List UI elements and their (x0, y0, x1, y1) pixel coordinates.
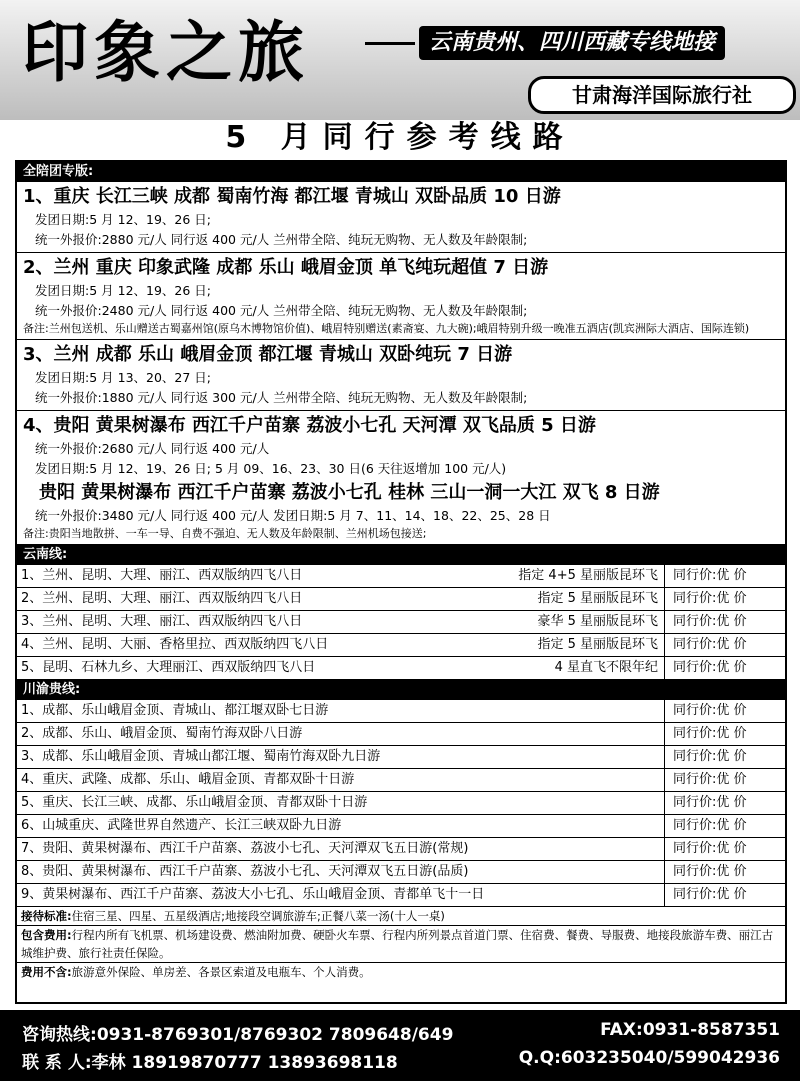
tour-price: 统一外报价:2880 元/人 同行返 400 元/人 兰州带全陪、纯玩无购物、无人数及年龄限制; (35, 232, 528, 247)
route-price: 同行价:优 价 (664, 611, 785, 633)
route-price: 同行价:优 价 (664, 861, 785, 883)
banner-dash (365, 42, 415, 45)
route-price: 同行价:优 价 (664, 838, 785, 860)
section-yunnan: 云南线: (17, 545, 785, 565)
includes-label: 包含费用: (21, 928, 72, 942)
agency-name: 甘肃海洋国际旅行社 (528, 76, 796, 114)
qq: Q.Q:603235040/599042936 (518, 1048, 780, 1068)
section-chuanyu: 川渝贵线: (17, 680, 785, 700)
tour-dates: 发团日期:5 月 12、19、26 日; (35, 212, 212, 227)
excludes-text: 旅游意外保险、单房差、各景区索道及电瓶车、个人消费。 (71, 965, 371, 979)
route-name: 3、兰州、昆明、大理、丽江、西双版纳四飞八日 (21, 614, 303, 629)
tour-note: 备注:贵阳当地散拼、一车一导、自费不强迫、无人数及年龄限制、兰州机场包接送; (23, 527, 427, 540)
tour-title: 2、兰州 重庆 印象武隆 成都 乐山 峨眉金顶 单飞纯玩超值 7 日游 (23, 257, 549, 278)
contact: 联 系 人:李林 18919870777 13893698118 (22, 1053, 398, 1073)
excludes-standard (17, 963, 785, 981)
route-name: 5、重庆、长江三峡、成都、乐山峨眉金顶、青都双卧十日游 (21, 795, 368, 810)
chuanyu-list (17, 700, 785, 907)
table-row (17, 769, 785, 792)
route-price: 同行价:优 价 (664, 884, 785, 906)
table-row (17, 838, 785, 861)
tour-price-extended: 统一外报价:3480 元/人 同行返 400 元/人 发团日期:5 月 7、11、14、18、22、25、28 日 (35, 508, 551, 523)
subtitle-banner (365, 26, 785, 60)
route-name: 2、成都、乐山、峨眉金顶、蜀南竹海双卧八日游 (21, 726, 303, 741)
tour-3 (17, 340, 785, 411)
footer (0, 1010, 800, 1081)
route-price: 同行价:优 价 (664, 657, 785, 679)
route-name: 9、黄果树瀑布、西江千户苗寨、荔波大小七孔、乐山峨眉金顶、青都单飞十一日 (21, 887, 485, 902)
table-row (17, 815, 785, 838)
tour-note: 备注:兰州包送机、乐山赠送古蜀嘉州馆(原乌木博物馆价值)、峨眉特别赠送(素斋宴、九大碗);峨眉特别升级一晚准五酒店(凯宾洲际大酒店、国际连锁) (23, 322, 750, 335)
excludes-label: 费用不含: (21, 965, 72, 979)
subtitle: 云南贵州、四川西藏专线地接 (419, 26, 725, 60)
tour-dates: 发团日期:5 月 12、19、26 日; 5 月 09、16、23、30 日(6 天往返增加 100 元/人) (35, 461, 507, 476)
tour-price: 统一外报价:2480 元/人 同行返 400 元/人 兰州带全陪、纯玩无购物、无人数及年龄限制; (35, 303, 528, 318)
route-price: 同行价:优 价 (664, 769, 785, 791)
header (0, 0, 800, 155)
table-row (17, 861, 785, 884)
tour-title: 3、兰州 成都 乐山 峨眉金顶 都江堰 青城山 双卧纯玩 7 日游 (23, 344, 513, 365)
route-name: 4、兰州、昆明、大丽、香格里拉、西双版纳四飞八日 (21, 637, 329, 652)
tour-1 (17, 182, 785, 253)
table-row (17, 565, 785, 588)
tour-title-extended: 贵阳 黄果树瀑布 西江千户苗寨 荔波小七孔 桂林 三山一洞一大江 双飞 8 日游 (39, 482, 660, 503)
route-flight: 指定 5 星丽版昆环飞 (537, 637, 658, 652)
route-price: 同行价:优 价 (664, 746, 785, 768)
route-name: 1、兰州、昆明、大理、丽江、西双版纳四飞八日 (21, 568, 303, 583)
includes-text: 行程内所有飞机票、机场建设费、燃油附加费、硬卧火车票、行程内所列景点首道门票、住宿费、餐费、导服费、地接段旅游车费、丽江古城维护费、旅行社责任保险。 (21, 928, 774, 960)
route-name: 5、昆明、石林九乡、大理丽江、西双版纳四飞八日 (21, 660, 316, 675)
tour-title: 4、贵阳 黄果树瀑布 西江千户苗寨 荔波小七孔 天河潭 双飞品质 5 日游 (23, 415, 596, 436)
route-name: 7、贵阳、黄果树瀑布、西江千户苗寨、荔波小七孔、天河潭双飞五日游(常规) (21, 841, 469, 856)
yunnan-list (17, 565, 785, 680)
table-row (17, 746, 785, 769)
table-row (17, 634, 785, 657)
route-flight: 豪华 5 星丽版昆环飞 (537, 614, 658, 629)
route-name: 8、贵阳、黄果树瀑布、西江千户苗寨、荔波小七孔、天河潭双飞五日游(品质) (21, 864, 469, 879)
route-flight: 指定 4+5 星丽版昆环飞 (518, 568, 658, 583)
route-price: 同行价:优 价 (664, 723, 785, 745)
route-flight: 4 星直飞不限年纪 (554, 660, 658, 675)
tour-2 (17, 253, 785, 340)
table-row (17, 611, 785, 634)
fax: FAX:0931-8587351 (600, 1020, 780, 1040)
route-flight: 指定 5 星丽版昆环飞 (537, 591, 658, 606)
route-name: 2、兰州、昆明、大理、丽江、西双版纳四飞八日 (21, 591, 303, 606)
tour-title: 1、重庆 长江三峡 成都 蜀南竹海 都江堰 青城山 双卧品质 10 日游 (23, 186, 561, 207)
route-name: 3、成都、乐山峨眉金顶、青城山都江堰、蜀南竹海双卧九日游 (21, 749, 381, 764)
hotline: 咨询热线:0931-8769301/8769302 7809648/649 (22, 1025, 454, 1045)
tour-dates: 发团日期:5 月 12、19、26 日; (35, 283, 212, 298)
main-title: 印象之旅 (22, 14, 310, 91)
reception-standard (17, 907, 785, 926)
route-heading: 5 月同行参考线路 (225, 120, 575, 155)
reception-label: 接待标准: (21, 909, 72, 923)
route-name: 4、重庆、武隆、成都、乐山、峨眉金顶、青都双卧十日游 (21, 772, 355, 787)
table-row (17, 723, 785, 746)
includes-standard (17, 926, 785, 963)
table-row (17, 792, 785, 815)
route-price: 同行价:优 价 (664, 588, 785, 610)
route-price: 同行价:优 价 (664, 815, 785, 837)
route-name: 1、成都、乐山峨眉金顶、青城山、都江堰双卧七日游 (21, 703, 329, 718)
route-price: 同行价:优 价 (664, 565, 785, 587)
section-group-tours: 全陪团专版: (17, 162, 785, 182)
table-row (17, 657, 785, 680)
reception-text: 住宿三星、四星、五星级酒店;地接段空调旅游车;正餐八菜一汤(十人一桌) (71, 909, 445, 923)
tour-price: 统一外报价:2680 元/人 同行返 400 元/人 (35, 441, 270, 456)
route-price: 同行价:优 价 (664, 634, 785, 656)
table-row (17, 700, 785, 723)
table-row (17, 884, 785, 907)
route-price: 同行价:优 价 (664, 700, 785, 722)
route-price: 同行价:优 价 (664, 792, 785, 814)
table-row (17, 588, 785, 611)
tour-4 (17, 411, 785, 545)
route-name: 6、山城重庆、武隆世界自然遗产、长江三峡双卧九日游 (21, 818, 342, 833)
content-box (15, 160, 787, 1004)
tour-price: 统一外报价:1880 元/人 同行返 300 元/人 兰州带全陪、纯玩无购物、无人数及年龄限制; (35, 390, 528, 405)
tour-dates: 发团日期:5 月 13、20、27 日; (35, 370, 212, 385)
